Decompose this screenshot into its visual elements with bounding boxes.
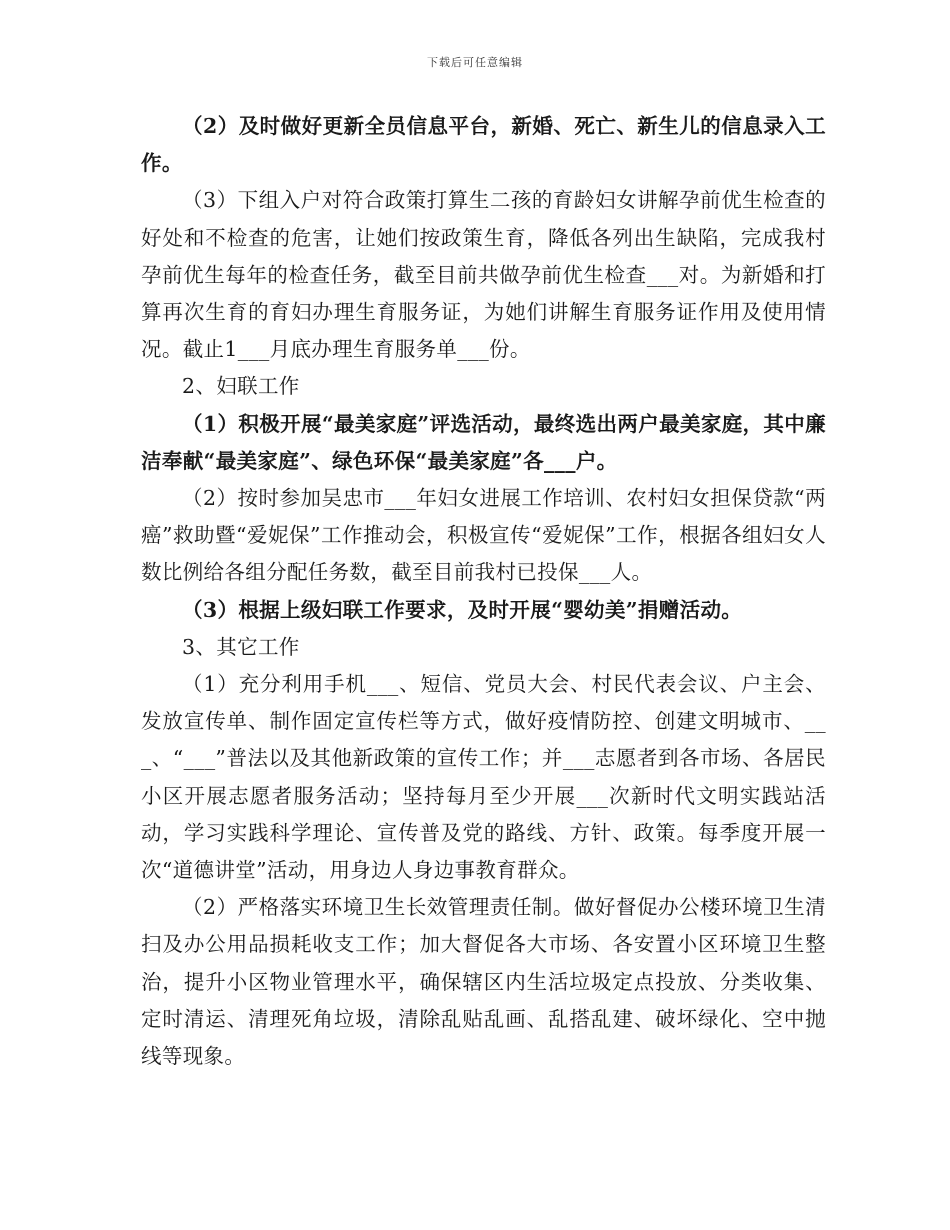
paragraph-info-platform: （2）及时做好更新全员信息平台，新婚、死亡、新生儿的信息录入工作。 bbox=[141, 114, 826, 176]
paragraph-publicity: （1）充分利用手机___、短信、党员大会、村民代表会议、户主会、发放宣传单、制作固定宣传栏等方式，做好疫情防控、创建文明城市、___、“___”普法以及其他新政策的宣传工作；并___志愿者到各市场、各居民小区开展志愿者服务活动；坚持每月至少开展___次新时代文明实践站活动，学习实践科学理论、宣传普及党的路线、方针、政策。每季度开展一次“道德讲堂”活动，用身边人身边事教育群众。 bbox=[141, 672, 826, 883]
document-body bbox=[141, 108, 826, 1075]
paragraph-sanitation: （2）严格落实环境卫生长效管理责任制。做好督促办公楼环境卫生清扫及办公用品损耗收支工作；加大督促各大市场、各安置小区环境卫生整治，提升小区物业管理水平，确保辖区内生活垃圾定点投放、分类收集、定时清运、清理死角垃圾，清除乱贴乱画、乱搭乱建、破坏绿化、空中抛线等现象。 bbox=[141, 895, 826, 1069]
paragraph-prenatal-check: （3）下组入户对符合政策打算生二孩的育龄妇女讲解孕前优生检查的好处和不检查的危害，让她们按政策生育，降低各列出生缺陷，完成我村孕前优生每年的检查任务，截至目前共做孕前优生检查___对。为新婚和打算再次生育的育妇办理生育服务证，为她们讲解生育服务证作用及使用情况。截止1___月底办理生育服务单___份。 bbox=[141, 188, 826, 362]
section-heading-womens-federation: 2、妇联工作 bbox=[182, 374, 300, 399]
paragraph-best-family: （1）积极开展“最美家庭”评选活动，最终选出两户最美家庭，其中廉洁奉献“最美家庭”、绿色环保“最美家庭”各___户。 bbox=[141, 411, 826, 473]
paragraph-training: （2）按时参加吴忠市___年妇女进展工作培训、农村妇女担保贷款“两癌”救助暨“爱妮保”工作推动会，积极宣传“爱妮保”工作，根据各组妇女人数比例给各组分配任务数，截至目前我村已投保___人。 bbox=[141, 486, 826, 585]
page-header-note: 下载后可任意编辑 bbox=[427, 56, 523, 69]
section-heading-other-work: 3、其它工作 bbox=[182, 634, 300, 659]
paragraph-donation: （3）根据上级妇联工作要求，及时开展“婴幼美”捐赠活动。 bbox=[182, 597, 743, 622]
